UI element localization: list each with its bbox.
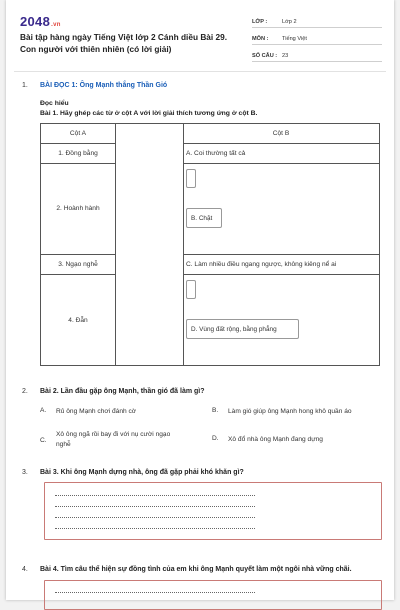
match-drop-slot[interactable]	[186, 280, 196, 299]
exercise-instruction: Bài 1. Hãy ghép các từ ở cột A với lời giải thích tương ứng ở cột B.	[40, 110, 258, 117]
col-b-item[interactable]: C. Làm nhiều điều ngang ngược, không kiêng nể ai	[186, 260, 337, 268]
option-letter: C.	[40, 436, 47, 444]
meta-row-class	[252, 13, 382, 28]
logo-text: 2048	[20, 14, 51, 29]
meta-value: 23	[282, 53, 289, 59]
option-letter: A.	[40, 407, 47, 414]
answer-line	[55, 495, 255, 496]
site-logo[interactable]	[20, 14, 61, 29]
question-number: 1.	[22, 82, 28, 89]
document-title: Bài tập hàng ngày Tiếng Việt lớp 2 Cánh diều Bài 29. Con người với thiên nhiên (có lời giải)	[20, 32, 228, 54]
col-b-item[interactable]: D. Vùng đất rộng, bằng phẳng	[186, 319, 299, 339]
col-a-item[interactable]: 3. Ngạo nghễ	[58, 260, 98, 268]
meta-row-subject	[252, 30, 382, 45]
col-a-item[interactable]: 1. Đồng bằng	[58, 149, 98, 157]
option-letter: B.	[212, 407, 219, 414]
question-number: 2.	[22, 388, 28, 395]
question-title: Bài 2. Lần đầu gặp ông Mạnh, thần gió đã làm gì?	[40, 388, 205, 395]
meta-value: Lớp 2	[282, 19, 297, 25]
worksheet-page	[6, 0, 394, 600]
meta-info	[252, 13, 382, 64]
answer-line	[55, 592, 255, 593]
meta-label: LỚP :	[252, 19, 268, 25]
col-a-item[interactable]: 2. Hoành hành	[56, 205, 100, 212]
section-label: Đọc hiểu	[40, 100, 69, 107]
answer-option-d[interactable]	[212, 435, 382, 445]
question-title: Bài 4. Tìm câu thể hiện sự đồng tình của em khi ông Mạnh quyết làm một ngôi nhà vững chãi.	[40, 566, 352, 573]
col-a-item[interactable]: 4. Đẵn	[68, 316, 88, 324]
question-number: 3.	[22, 469, 28, 476]
answer-option-b[interactable]	[212, 407, 388, 417]
option-text: Làm gió giúp ông Mạnh hong khô quần áo	[228, 408, 352, 415]
answer-textarea[interactable]	[44, 580, 382, 610]
answer-line	[55, 506, 255, 507]
option-text: Xô ông ngã rồi bay đi với nụ cười ngạo nghễ	[56, 431, 171, 448]
meta-label: MÔN :	[252, 36, 269, 42]
meta-value: Tiếng Việt	[282, 36, 307, 42]
column-a-header: Cột A	[69, 130, 87, 137]
question-number: 4.	[22, 566, 28, 573]
meta-row-count	[252, 47, 382, 62]
matching-table	[40, 123, 380, 366]
answer-option-c[interactable]	[40, 430, 205, 450]
match-drop-slot[interactable]	[186, 169, 196, 188]
header-divider	[14, 71, 386, 72]
option-text: Xô đổ nhà ông Mạnh đang dựng	[228, 436, 323, 443]
column-b-header: Cột B	[272, 130, 290, 137]
col-b-item[interactable]: A. Coi thường tất cả	[186, 149, 246, 157]
option-letter: D.	[212, 435, 219, 442]
answer-line	[55, 528, 255, 529]
option-text: Rủ ông Mạnh chơi đánh cờ	[56, 408, 137, 415]
answer-textarea[interactable]	[44, 482, 382, 540]
question-title: Bài 3. Khi ông Mạnh dựng nhà, ông đã gặp phải khó khăn gì?	[40, 469, 244, 476]
logo-suffix: .vn	[51, 22, 61, 28]
meta-label: SỐ CÂU :	[252, 53, 278, 59]
answer-option-a[interactable]	[40, 407, 190, 417]
col-b-item[interactable]: B. Chặt	[186, 208, 222, 228]
answer-line	[55, 517, 255, 518]
reading-title: BÀI ĐỌC 1: Ông Mạnh thắng Thần Gió	[40, 82, 168, 89]
